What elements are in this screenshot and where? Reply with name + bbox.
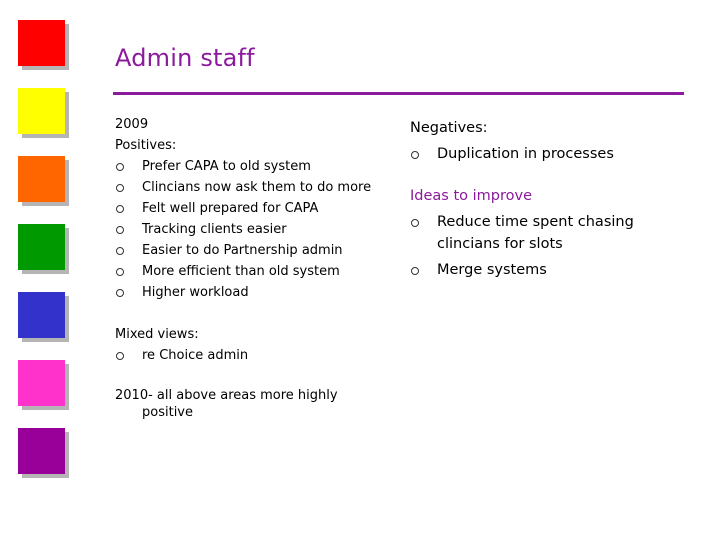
circle-bullet-icon <box>116 205 124 213</box>
decor-square-blue <box>18 292 65 338</box>
circle-bullet-icon <box>116 352 124 360</box>
circle-bullet-icon <box>116 268 124 276</box>
circle-bullet-icon <box>116 289 124 297</box>
decor-square-red <box>18 20 65 66</box>
list-item: Merge systems <box>410 259 700 281</box>
list-item: Felt well prepared for CAPA <box>115 198 390 219</box>
list-item: Duplication in processes <box>410 143 700 165</box>
list-item: More efficient than old system <box>115 261 390 282</box>
title-divider <box>113 92 684 95</box>
decor-square-yellow <box>18 88 65 134</box>
mixed-views-heading: Mixed views: <box>115 327 199 342</box>
decor-square-pink <box>18 360 65 406</box>
circle-bullet-icon <box>411 267 419 275</box>
circle-bullet-icon <box>116 184 124 192</box>
circle-bullet-icon <box>411 219 419 227</box>
circle-bullet-icon <box>116 247 124 255</box>
mixed-views-list <box>115 345 390 366</box>
decor-square-orange <box>18 156 65 202</box>
negatives-list <box>410 143 700 165</box>
right-column <box>410 117 700 281</box>
circle-bullet-icon <box>411 151 419 159</box>
left-column <box>115 114 390 421</box>
list-item: Clincians now ask them to do more <box>115 177 390 198</box>
list-item: Easier to do Partnership admin <box>115 240 390 261</box>
slide-title: Admin staff <box>115 44 255 72</box>
summary-2010: 2010- all above areas more highly positive <box>115 388 338 420</box>
year-label: 2009 <box>115 117 149 132</box>
list-item: Reduce time spent chasing clincians for slots <box>410 211 647 255</box>
circle-bullet-icon <box>116 163 124 171</box>
ideas-list <box>410 211 700 281</box>
negatives-heading: Negatives: <box>410 120 488 136</box>
list-item: Tracking clients easier <box>115 219 390 240</box>
ideas-heading: Ideas to improve <box>410 188 532 204</box>
decor-square-green <box>18 224 65 270</box>
positives-list <box>115 156 390 303</box>
decor-square-purple <box>18 428 65 474</box>
list-item: Prefer CAPA to old system <box>115 156 390 177</box>
positives-heading: Positives: <box>115 138 177 153</box>
circle-bullet-icon <box>116 226 124 234</box>
list-item: re Choice admin <box>115 345 390 366</box>
list-item: Higher workload <box>115 282 390 303</box>
